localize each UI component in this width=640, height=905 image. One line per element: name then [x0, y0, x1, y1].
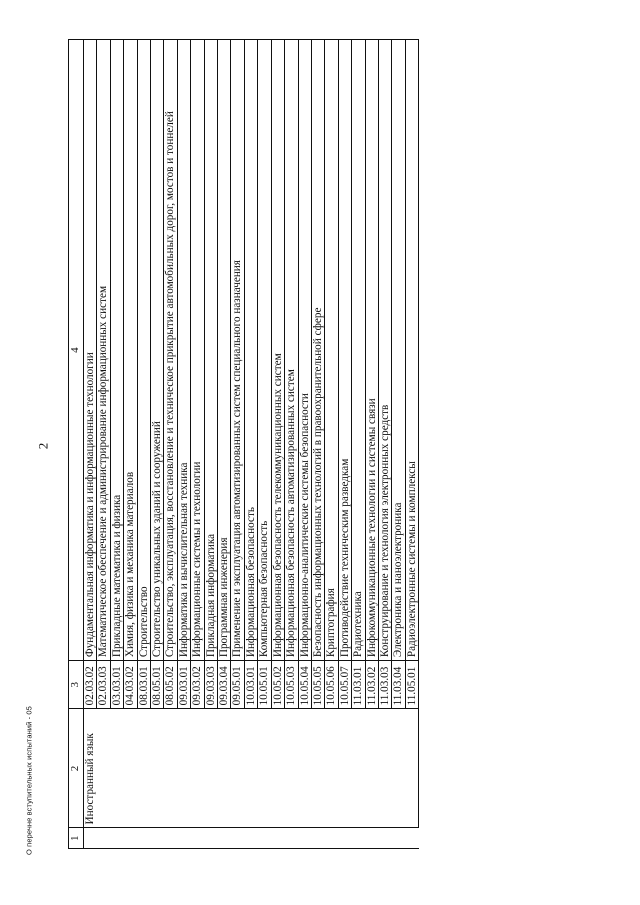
page-number: 2 [35, 442, 51, 450]
subject-cell: Иностранный язык [84, 709, 419, 828]
header-col-3: 3 [69, 661, 84, 709]
table-row [84, 40, 97, 849]
specialty-code: 10.05.03 [285, 661, 298, 709]
specialty-code: 10.03.01 [244, 661, 257, 709]
specialty-code: 02.03.02 [84, 661, 97, 709]
specialty-name: Радиотехника [352, 40, 365, 661]
specialty-code: 11.03.03 [378, 661, 391, 709]
specialty-code: 10.05.04 [298, 661, 311, 709]
specialty-name: Фундаментальная информатика и информационные технологии [84, 40, 97, 661]
specialty-name: Прикладные математика и физика [110, 40, 123, 661]
specialty-code: 09.03.04 [218, 661, 231, 709]
header-col-4: 4 [69, 40, 84, 661]
specialty-name: Химия, физика и механика материалов [124, 40, 137, 661]
specialty-name: Строительство, эксплуатация, восстановление и техническое прикрытие автомобильных дорог, мостов и тоннелей [164, 40, 177, 661]
specialty-name: Безопасность информационных технологий в правоохранительной сфере [311, 40, 324, 661]
specialty-name: Применение и эксплуатация автоматизированных систем специального назначения [231, 40, 244, 661]
specialties-table [68, 39, 419, 849]
specialty-code: 10.05.01 [258, 661, 271, 709]
specialty-code: 10.05.06 [325, 661, 338, 709]
specialty-name: Информационно-аналитические системы безопасности [298, 40, 311, 661]
specialty-name: Компьютерная безопасность [258, 40, 271, 661]
header-row [69, 40, 84, 849]
specialty-name: Программная инженерия [218, 40, 231, 661]
specialty-name: Математическое обеспечение и администрирование информационных систем [97, 40, 110, 661]
specialty-code: 04.03.02 [124, 661, 137, 709]
specialty-name: Конструирование и технология электронных средств [378, 40, 391, 661]
specialty-name: Строительство [137, 40, 150, 661]
specialty-name: Противодействие техническим разведкам [338, 40, 351, 661]
specialty-code: 11.03.04 [392, 661, 405, 709]
specialty-code: 11.03.01 [352, 661, 365, 709]
specialty-name: Информатика и вычислительная техника [177, 40, 190, 661]
specialty-code: 09.03.03 [204, 661, 217, 709]
specialty-code: 10.05.05 [311, 661, 324, 709]
specialty-code: 11.05.01 [405, 661, 418, 709]
specialty-name: Инфокоммуникационные технологии и системы связи [365, 40, 378, 661]
specialty-code: 09.03.02 [191, 661, 204, 709]
specialty-code: 03.03.01 [110, 661, 123, 709]
specialty-code: 09.03.01 [177, 661, 190, 709]
specialty-code: 10.05.02 [271, 661, 284, 709]
row-number-cell [84, 828, 419, 849]
specialty-name: Радиоэлектронные системы и комплексы [405, 40, 418, 661]
specialty-name: Информационная безопасность автоматизированных систем [285, 40, 298, 661]
specialty-name: Информационные системы и технологии [191, 40, 204, 661]
footer-text: О перечне вступительных испытаний - 05 [24, 706, 34, 855]
specialty-name: Криптография [325, 40, 338, 661]
specialty-code: 08.05.02 [164, 661, 177, 709]
header-col-1: 1 [69, 828, 84, 849]
specialty-code: 08.05.01 [151, 661, 164, 709]
rotated-table-container [68, 39, 598, 849]
specialty-name: Прикладная информатика [204, 40, 217, 661]
specialty-name: Информационная безопасность [244, 40, 257, 661]
specialty-name: Строительство уникальных зданий и сооружений [151, 40, 164, 661]
specialty-name: Электроника и наноэлектроника [392, 40, 405, 661]
specialty-code: 02.03.03 [97, 661, 110, 709]
specialty-code: 09.05.01 [231, 661, 244, 709]
specialty-code: 10.05.07 [338, 661, 351, 709]
specialty-name: Информационная безопасность телекоммуникационных систем [271, 40, 284, 661]
specialty-code: 11.03.02 [365, 661, 378, 709]
header-col-2: 2 [69, 709, 84, 828]
specialty-code: 08.03.01 [137, 661, 150, 709]
